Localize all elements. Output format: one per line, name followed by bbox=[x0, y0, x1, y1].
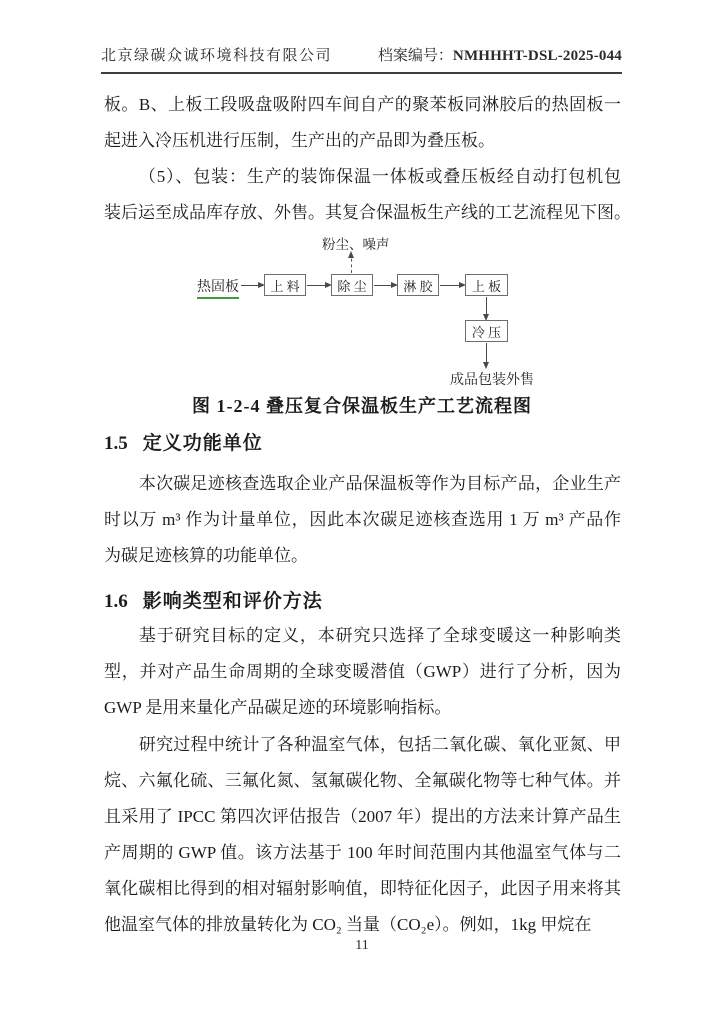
text-line: 板。B、上板工段吸盘吸附四车间自产的聚苯板同淋胶后的热固板一 bbox=[104, 95, 621, 114]
text-line: 且采用了 IPCC 第四次评估报告（2007 年）提出的方法来计算产品生 bbox=[104, 807, 621, 826]
archive-number bbox=[378, 44, 622, 65]
flow-arrow-icon bbox=[374, 285, 396, 286]
text-line: 起进入冷压机进行压制，生产出的产品即为叠压板。 bbox=[104, 131, 495, 150]
flow-arrow-icon bbox=[241, 285, 263, 286]
page-header bbox=[101, 44, 622, 74]
text-line: 装后运至成品库存放、外售。其复合保温板生产线的工艺流程见下图。 bbox=[104, 203, 631, 222]
text-line: 为碳足迹核算的功能单位。 bbox=[104, 546, 308, 565]
paragraph-packaging bbox=[104, 159, 631, 231]
text-line: 基于研究目标的定义，本研究只选择了全球变暖这一种影响类 bbox=[138, 626, 621, 645]
flow-arrow-down-icon bbox=[486, 297, 487, 319]
archive-number-value: NMHHHT-DSL-2025-044 bbox=[452, 48, 622, 64]
section-number: 1.5 bbox=[104, 433, 128, 454]
flowchart-step-boarding: 上 板 bbox=[465, 274, 508, 296]
paragraph-ghg-method bbox=[104, 727, 621, 943]
text-line: 产周期的 GWP 值。该方法基于 100 年时间范围内其他温室气体与二 bbox=[104, 843, 621, 862]
text-line: 时以万 m³ 作为计量单位，因此本次碳足迹核查选用 1 万 m³ 产品作 bbox=[104, 510, 621, 529]
section-heading-1-5 bbox=[104, 428, 621, 455]
text-line: 型，并对产品生命周期的全球变暖潜值（GWP）进行了分析，因为 bbox=[104, 662, 621, 681]
process-flowchart bbox=[0, 228, 724, 394]
section-title: 影响类型和评价方法 bbox=[142, 591, 323, 612]
paragraph-gwp-intro bbox=[104, 618, 621, 726]
paragraph-continuation bbox=[104, 87, 621, 159]
flowchart-step-coldpress: 冷 压 bbox=[465, 320, 508, 342]
text-line: （5）、包装：生产的装饰保温一体板或叠压板经自动打包机包 bbox=[138, 167, 621, 186]
text-line: 本次碳足迹核查选取企业产品保温板等作为目标产品，企业生产 bbox=[138, 474, 621, 493]
text-line: GWP 是用来量化产品碳足迹的环境影响指标。 bbox=[104, 698, 452, 717]
paragraph-functional-unit bbox=[104, 466, 621, 574]
section-number: 1.6 bbox=[104, 591, 128, 612]
section-heading-1-6 bbox=[104, 586, 621, 613]
flowchart-step-gluing: 淋 胶 bbox=[397, 274, 439, 296]
text-line: 氧化碳相比得到的相对辐射影响值，即特征化因子，此因子用来将其 bbox=[104, 879, 621, 898]
flow-arrow-icon bbox=[440, 285, 464, 286]
text-line: 研究过程中统计了各种温室气体，包括二氧化碳、氧化亚氮、甲 bbox=[138, 735, 621, 754]
company-name: 北京绿碳众诚环境科技有限公司 bbox=[101, 48, 333, 64]
page-number: 11 bbox=[355, 938, 369, 953]
flowchart-input-label: 热固板 bbox=[197, 276, 239, 299]
archive-number-label: 档案编号： bbox=[377, 48, 453, 64]
flowchart-emission-label: 粉尘、噪声 bbox=[322, 237, 390, 252]
figure-caption: 图 1-2-4 叠压复合保温板生产工艺流程图 bbox=[192, 396, 532, 416]
flowchart-step-dedusting: 除 尘 bbox=[331, 274, 373, 296]
flow-arrow-icon bbox=[307, 285, 330, 286]
emission-dashed-arrow-icon bbox=[351, 253, 352, 273]
flow-arrow-down-icon bbox=[486, 343, 487, 367]
text-line: 烷、六氟化硫、三氟化氮、氢氟碳化物、全氟碳化物等七种气体。并 bbox=[104, 771, 621, 790]
section-title: 定义功能单位 bbox=[142, 433, 263, 454]
text-line: 他温室气体的排放量转化为 CO₂ 当量（CO₂e）。例如，1kg 甲烷在 bbox=[104, 915, 592, 934]
flowchart-step-feeding: 上 料 bbox=[264, 274, 306, 296]
flowchart-output-label: 成品包装外售 bbox=[450, 373, 534, 388]
